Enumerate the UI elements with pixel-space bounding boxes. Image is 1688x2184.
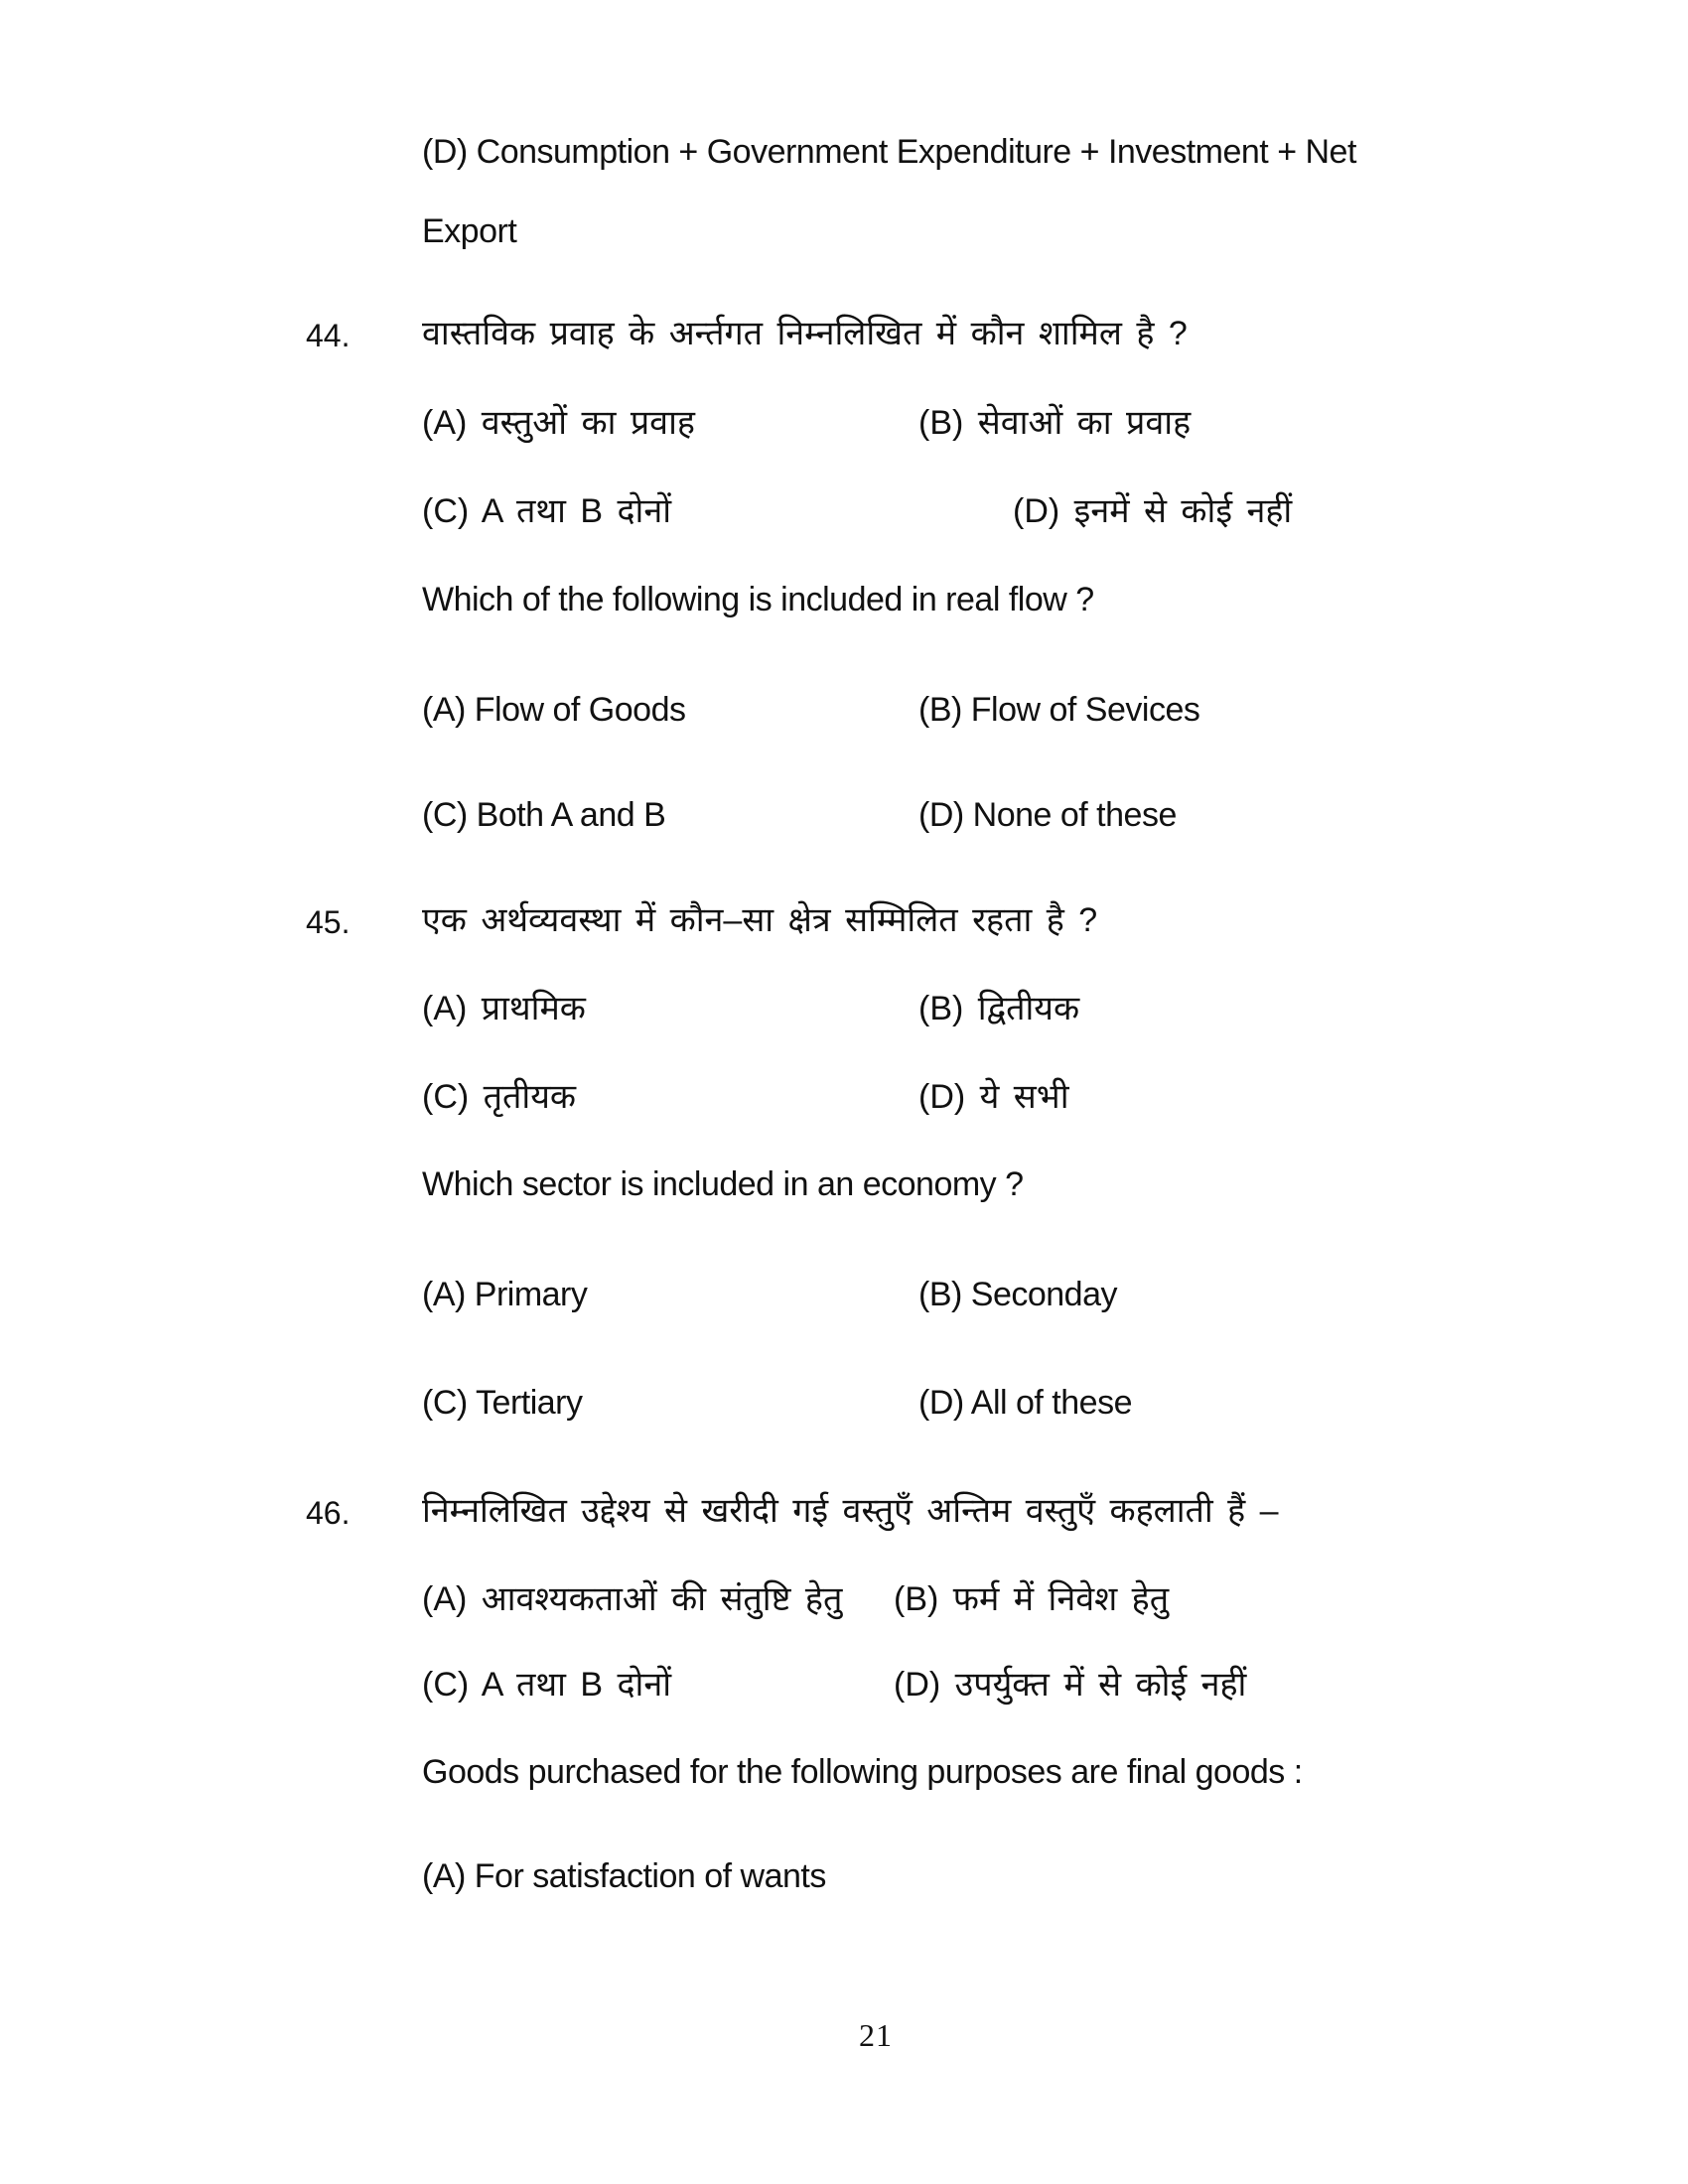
q45-english-option-b: (B) Seconday (918, 1276, 1117, 1313)
q45-hindi-option-a: (A) प्राथमिक (422, 990, 586, 1027)
question-44-hindi-text: वास्तविक प्रवाह के अर्न्तगत निम्नलिखित में कौन शामिल है ? (422, 315, 1188, 352)
q46-english-option-a: (A) For satisfaction of wants (422, 1857, 826, 1895)
question-45-hindi-text: एक अर्थव्यवस्था में कौन–सा क्षेत्र सम्मिलित रहता है ? (422, 901, 1098, 939)
question-44-english-text: Which of the following is included in real flow ? (422, 581, 1094, 618)
carryover-option-d-line2: Export (422, 212, 517, 250)
q46-hindi-option-c: (C) A तथा B दोनों (422, 1666, 672, 1704)
page-number: 21 (859, 2017, 893, 2053)
q44-english-option-b: (B) Flow of Sevices (918, 691, 1200, 729)
carryover-option-d-line1: (D) Consumption + Government Expenditure + Investment + Net (422, 133, 1356, 171)
question-46-number: 46. (306, 1495, 351, 1531)
question-45-number: 45. (306, 904, 351, 940)
q44-hindi-option-d: (D) इनमें से कोई नहीं (1013, 492, 1293, 530)
question-46-hindi-text: निम्नलिखित उद्देश्य से खरीदी गई वस्तुएँ अन्तिम वस्तुएँ कहलाती हैं – (422, 1492, 1279, 1530)
question-44-number: 44. (306, 318, 351, 353)
question-45-english-text: Which sector is included in an economy ? (422, 1165, 1024, 1203)
q44-hindi-option-c: (C) A तथा B दोनों (422, 492, 672, 530)
question-46-english-text: Goods purchased for the following purposes are final goods : (422, 1753, 1303, 1791)
q45-hindi-option-b: (B) द्वितीयक (918, 990, 1080, 1027)
q46-hindi-option-b: (B) फर्म में निवेश हेतु (894, 1580, 1170, 1618)
q45-hindi-option-c: (C) तृतीयक (422, 1078, 577, 1116)
q45-english-option-c: (C) Tertiary (422, 1384, 583, 1422)
q46-hindi-option-a: (A) आवश्यकताओं की संतुष्टि हेतु (422, 1580, 843, 1618)
q44-english-option-d: (D) None of these (918, 796, 1177, 834)
q46-hindi-option-d: (D) उपर्युक्त में से कोई नहीं (894, 1666, 1247, 1704)
q45-english-option-a: (A) Primary (422, 1276, 588, 1313)
q44-english-option-a: (A) Flow of Goods (422, 691, 686, 729)
q45-hindi-option-d: (D) ये सभी (918, 1078, 1069, 1116)
q44-english-option-c: (C) Both A and B (422, 796, 666, 834)
q44-hindi-option-a: (A) वस्तुओं का प्रवाह (422, 404, 695, 442)
q45-english-option-d: (D) All of these (918, 1384, 1132, 1422)
q44-hindi-option-b: (B) सेवाओं का प्रवाह (918, 404, 1192, 442)
